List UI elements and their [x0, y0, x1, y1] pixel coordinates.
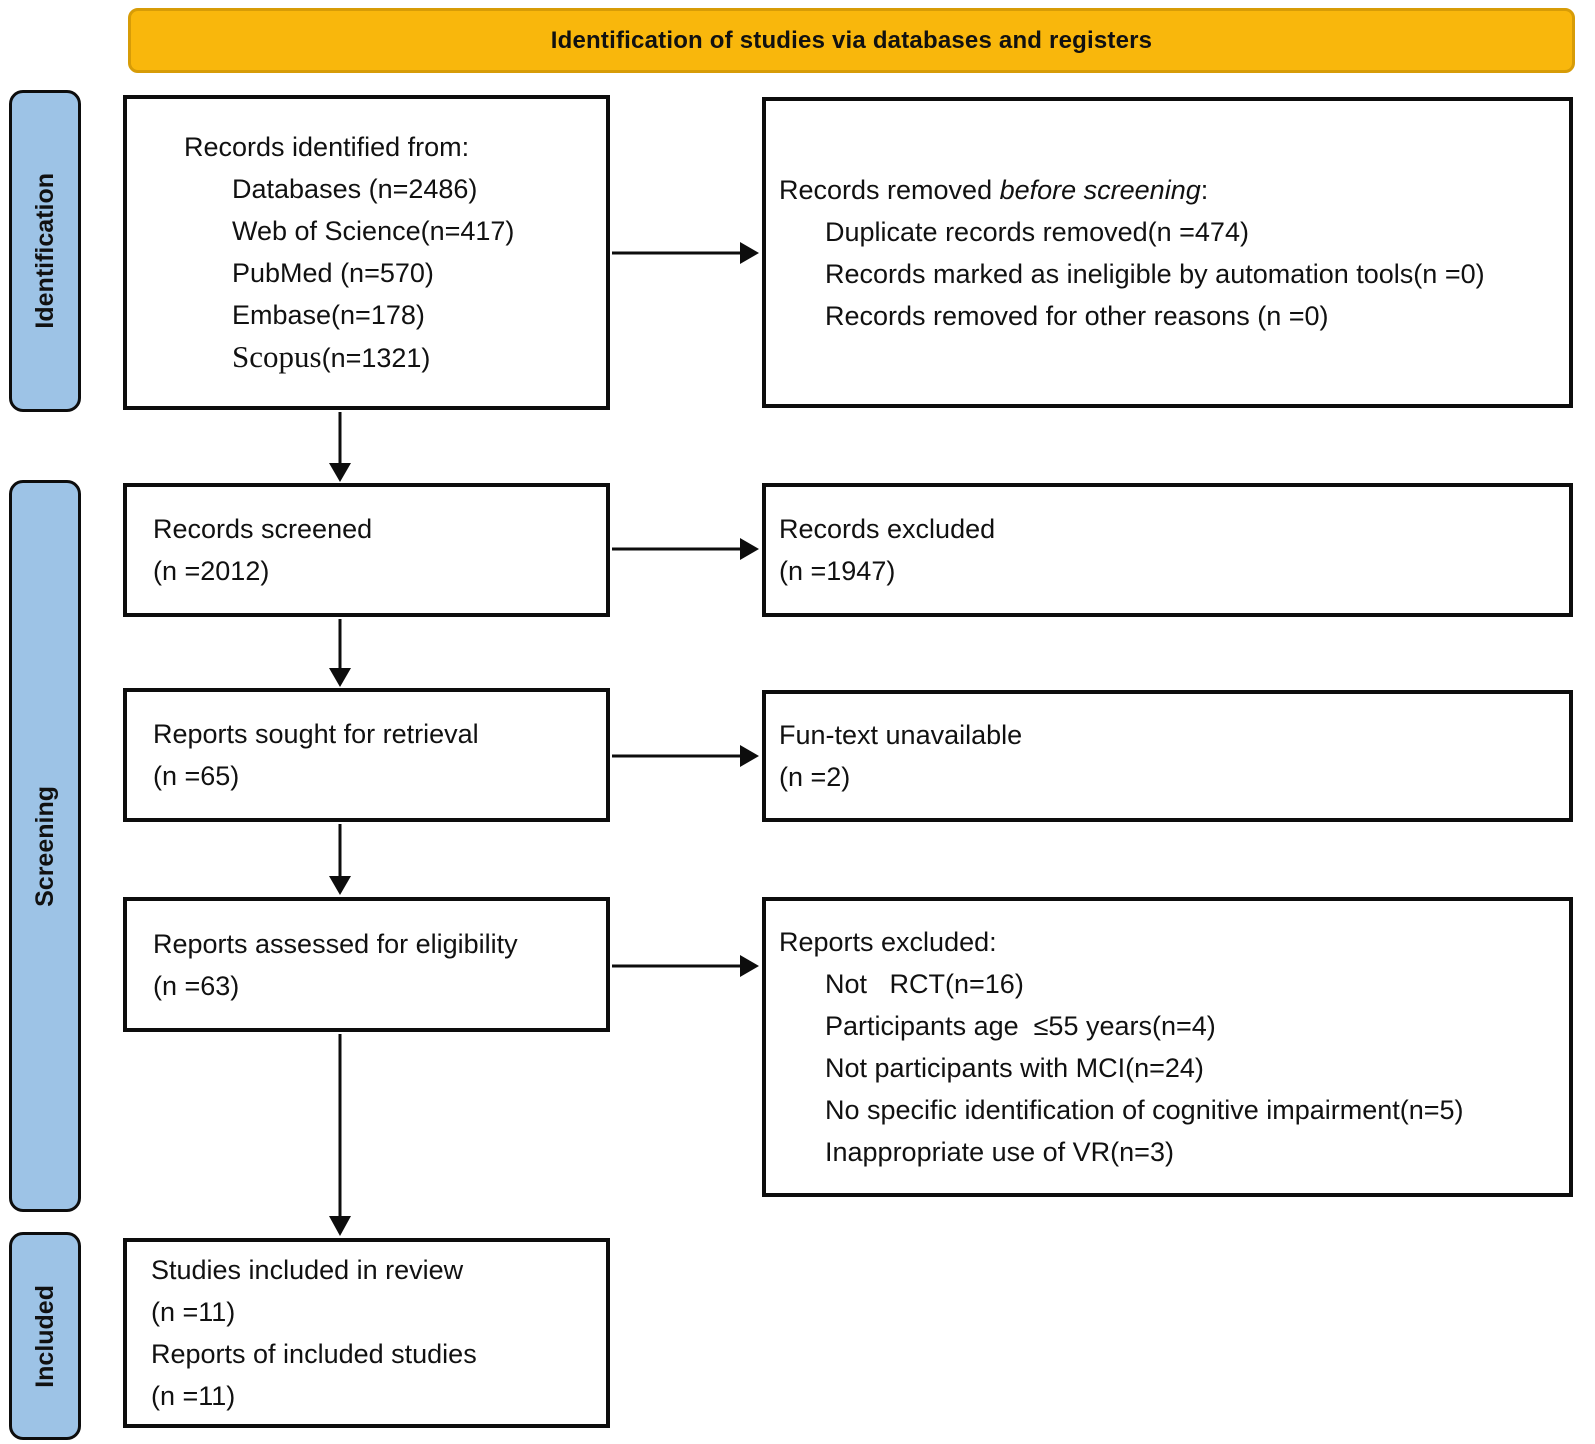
reports-excluded-box	[762, 897, 1573, 1197]
records-removed-item-duplicates: Duplicate records removed(n =474)	[825, 216, 1249, 247]
arrow-sought-to-assessed	[329, 824, 351, 895]
records-screened-count: (n =2012)	[153, 556, 270, 586]
stage-label-screening-text: Screening	[30, 785, 59, 907]
arrow-screened-to-sought	[329, 619, 351, 687]
scopus-count: (n=1321)	[321, 343, 431, 373]
arrow-identified-to-removed	[612, 242, 759, 264]
reports-assessed-count: (n =63)	[153, 970, 240, 1001]
stage-label-included-text: Included	[30, 1284, 59, 1388]
reports-excluded-item-age: Participants age ≤55 years(n=4)	[825, 1011, 1216, 1041]
arrow-sought-to-unavailable	[612, 745, 759, 767]
reports-excluded-item-mci: Not participants with MCI(n=24)	[825, 1053, 1204, 1083]
records-identified-item-pubmed: PubMed (n=570)	[232, 258, 434, 288]
records-removed-item-automation: Records marked as ineligible by automation tools(n =0)	[825, 258, 1485, 289]
records-identified-item-scopus	[232, 336, 600, 379]
stage-label-screening	[9, 480, 81, 1212]
stage-label-included	[9, 1232, 81, 1440]
reports-sought-count: (n =65)	[153, 761, 240, 791]
reports-excluded-heading: Reports excluded:	[779, 927, 997, 957]
studies-included-box	[123, 1238, 610, 1428]
records-screened-label: Records screened	[153, 514, 373, 544]
reports-assessed-label: Reports assessed for eligibility	[153, 928, 518, 959]
reports-sought-label: Reports sought for retrieval	[153, 719, 479, 749]
records-removed-heading-suffix: :	[1200, 174, 1209, 205]
stage-label-identification-text: Identification	[30, 173, 59, 329]
records-screened-box	[123, 483, 610, 617]
records-removed-item-other: Records removed for other reasons (n =0)	[825, 300, 1329, 331]
reports-excluded-item-vr: Inappropriate use of VR(n=3)	[825, 1137, 1174, 1167]
records-removed-box	[762, 97, 1573, 408]
records-excluded-box	[762, 483, 1573, 617]
studies-included-line4: (n =11)	[151, 1381, 236, 1411]
reports-excluded-item-cognitive: No specific identification of cognitive impairment(n=5)	[825, 1095, 1464, 1125]
arrow-identified-to-screened	[329, 412, 351, 482]
fulltext-unavailable-label: Fun-text unavailable	[779, 720, 1023, 750]
banner-title: Identification of studies via databases and registers	[128, 8, 1575, 73]
records-excluded-count: (n =1947)	[779, 556, 896, 586]
fulltext-unavailable-box	[762, 690, 1573, 822]
studies-included-line2: (n =11)	[151, 1297, 236, 1327]
records-identified-item-embase: Embase(n=178)	[232, 300, 425, 330]
scopus-name: Scopus	[232, 339, 322, 374]
arrow-assessed-to-included	[329, 1034, 351, 1236]
records-excluded-label: Records excluded	[779, 514, 996, 544]
arrow-screened-to-excluded	[612, 538, 759, 560]
studies-included-line1: Studies included in review	[151, 1255, 464, 1285]
reports-sought-box	[123, 688, 610, 822]
records-identified-item-wos: Web of Science(n=417)	[232, 216, 515, 246]
records-identified-item-databases: Databases (n=2486)	[232, 174, 478, 204]
arrow-assessed-to-excluded	[612, 955, 759, 977]
reports-assessed-box	[123, 897, 610, 1032]
stage-label-identification	[9, 90, 81, 412]
reports-excluded-item-not-rct: Not RCT(n=16)	[825, 969, 1024, 999]
records-removed-heading	[779, 169, 1563, 211]
records-identified-box	[123, 95, 610, 410]
fulltext-unavailable-count: (n =2)	[779, 762, 851, 792]
records-identified-heading: Records identified from:	[184, 132, 470, 162]
records-removed-heading-italic: before screening	[999, 174, 1201, 205]
studies-included-line3: Reports of included studies	[151, 1339, 477, 1369]
records-removed-heading-prefix: Records removed	[779, 174, 1000, 205]
